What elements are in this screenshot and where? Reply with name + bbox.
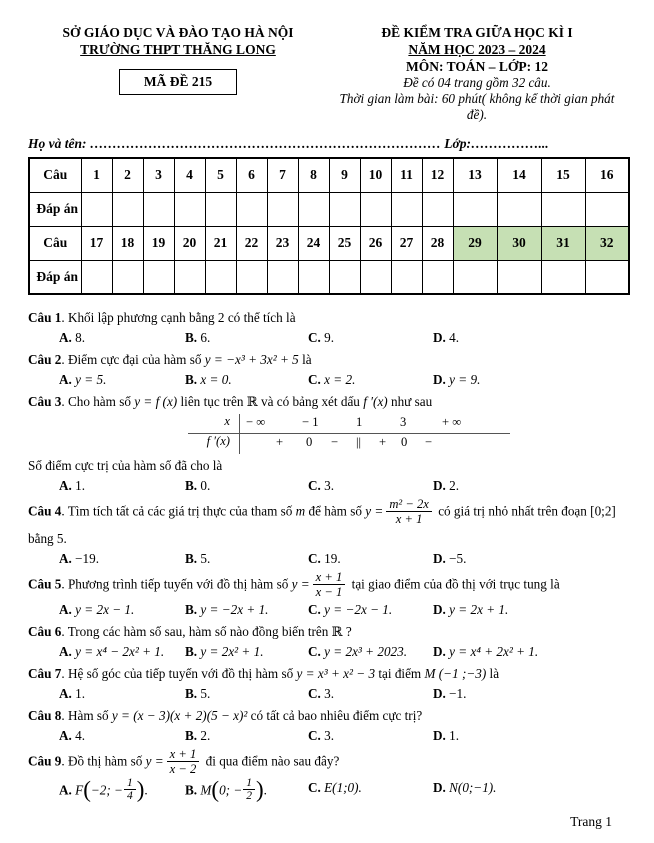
close-paren: ) [136, 776, 145, 802]
formula: y = f (x) [134, 394, 178, 409]
option-b: B. 2. [185, 728, 211, 744]
question-5-options [28, 600, 626, 620]
option-c: C. 19. [308, 551, 341, 567]
answer-cell [391, 192, 422, 226]
option-d: D. −5. [433, 551, 467, 567]
option-b: B. 6. [185, 330, 211, 345]
answer-cell [205, 260, 236, 294]
question-number-cell-highlighted: 32 [585, 226, 629, 260]
question-1 [28, 308, 626, 348]
question-7-stem: Câu 7. Hệ số góc của tiếp tuyến với đồ thị hàm số y = x³ + x² − 3 tại điểm M (−1 ;−3) là [28, 666, 500, 682]
sign-chart-row-x: x − ∞ − 1 1 3 + ∞ [188, 414, 510, 434]
answer-cell [112, 192, 143, 226]
answer-table [28, 157, 630, 295]
question-4-stem: Câu 4. Tìm tích tất cả các giá trị thực của tham số m để hàm số y = $\frac{\text{m² − 2x}}{x + 1}$ có giá trị nhỏ nhất trên đoạn [0;2] [28, 497, 616, 527]
question-number-cell: 28 [422, 226, 453, 260]
question-number-cell: 13 [453, 158, 497, 192]
question-5 [28, 571, 626, 620]
table-row [29, 158, 629, 192]
question-number-cell: 12 [422, 158, 453, 192]
option-d: D. 4. [433, 330, 460, 345]
question-number-cell: 3 [143, 158, 174, 192]
page-number: Trang 1 [570, 814, 612, 829]
answer-cell [497, 260, 541, 294]
student-name-line [28, 136, 626, 152]
question-5-stem: Câu 5. Phương trình tiếp tuyến với đồ thị hàm số y = $\frac{x + 1}{x - 1}$ tại giao điểm của đồ thị với trục tung là [28, 570, 560, 600]
question-9 [28, 748, 626, 804]
question-6 [28, 622, 626, 662]
answer-cell [585, 192, 629, 226]
page-count-note: Đề có 04 trang gồm 32 câu. [403, 75, 551, 90]
question-9-options [28, 778, 626, 805]
option-b: B. 5. [185, 551, 211, 567]
answer-cell [236, 260, 267, 294]
question-number-cell: 16 [585, 158, 629, 192]
question-8-options [28, 726, 626, 746]
question-6-stem: Câu 6. Trong các hàm số sau, hàm số nào đồng biến trên ℝ ? [28, 624, 352, 640]
question-number-cell: 15 [541, 158, 585, 192]
formula: y = (x − 3)(x + 2)(5 − x)² [111, 708, 248, 724]
option-a: A. 1. [59, 478, 86, 493]
answer-cell [453, 260, 497, 294]
question-3-options [28, 476, 626, 496]
formula: f ′(x) [363, 394, 388, 409]
exam-title: ĐỀ KIỂM TRA GIỮA HỌC KÌ I [381, 25, 573, 40]
question-3 [28, 392, 626, 496]
row-label: Câu [29, 226, 81, 260]
question-number-cell: 9 [329, 158, 360, 192]
fraction: $\frac{1}{4}$ [124, 777, 136, 804]
question-number-cell: 1 [81, 158, 112, 192]
answer-cell [360, 192, 391, 226]
answer-cell [329, 192, 360, 226]
question-3-stem: Câu 3. Cho hàm số y = f (x) liên tục trên ℝ và có bảng xét dấu f ′(x) như sau [28, 394, 433, 409]
question-number-cell: 27 [391, 226, 422, 260]
option-c: C. 3. [308, 478, 335, 493]
option-c: C. y = 2x³ + 2023. [308, 644, 408, 660]
school-name: TRƯỜNG THPT THĂNG LONG [80, 42, 276, 57]
question-number-cell: 10 [360, 158, 391, 192]
question-1-options [28, 328, 626, 348]
option-a: A. F(−2; − $\frac{1}{4}$ ). [59, 776, 148, 803]
fraction: $\frac{x + 1}{x - 2}$ [167, 747, 200, 776]
questions-section [28, 308, 626, 804]
question-3-subtext: Số điểm cực trị của hàm số đã cho là [28, 458, 223, 473]
question-number-cell: 18 [112, 226, 143, 260]
answer-cell [143, 192, 174, 226]
fraction: $\frac{\text{m² − 2x}}{x + 1}$ [386, 497, 432, 526]
question-9-stem: Câu 9. Đồ thị hàm số y = $\frac{x + 1}{x - 2}$ đi qua điểm nào sau đây? [28, 747, 340, 777]
question-2 [28, 350, 626, 390]
option-c: C. x = 2. [308, 372, 356, 387]
formula: M (−1 ;−3) [424, 666, 487, 682]
answer-cell [422, 260, 453, 294]
formula: y = −x³ + 3x² + 5 [204, 352, 299, 367]
question-number-cell-highlighted: 30 [497, 226, 541, 260]
sign-chart-row-fprime: f ′(x) + 0 − || + 0 − [188, 434, 510, 454]
name-dots: …………………………………………………………………… [89, 136, 441, 151]
option-c: C. E(1;0). [308, 779, 362, 795]
option-c: C. 3. [308, 728, 335, 744]
question-number-cell: 19 [143, 226, 174, 260]
row-label: Câu [29, 158, 81, 192]
option-a: A. 8. [59, 330, 86, 345]
option-b: B. M(0; − $\frac{1}{2}$ ). [185, 776, 267, 803]
answer-cell [453, 192, 497, 226]
question-number-cell: 7 [267, 158, 298, 192]
question-number-cell: 22 [236, 226, 267, 260]
question-number-cell: 2 [112, 158, 143, 192]
answer-cell [360, 260, 391, 294]
option-d: D. −1. [433, 686, 467, 702]
answer-cell [81, 192, 112, 226]
open-paren: ( [211, 776, 220, 802]
answer-cell [267, 260, 298, 294]
question-7 [28, 664, 626, 704]
question-number-cell: 4 [174, 158, 205, 192]
question-4-options [28, 549, 626, 569]
table-row [29, 260, 629, 294]
name-label: Họ và tên: [28, 136, 90, 151]
question-2-options [28, 370, 626, 390]
question-8 [28, 706, 626, 746]
answer-cell [236, 192, 267, 226]
answer-cell [329, 260, 360, 294]
answer-cell [174, 192, 205, 226]
question-1-stem: Câu 1. Khối lập phương cạnh bằng 2 có thể tích là [28, 310, 296, 325]
answer-cell [267, 192, 298, 226]
question-number-cell: 23 [267, 226, 298, 260]
question-4 [28, 498, 626, 569]
question-4-stem-line2: bằng 5. [28, 531, 67, 547]
question-number-cell: 24 [298, 226, 329, 260]
option-d: D. 1. [433, 728, 460, 744]
question-7-options [28, 684, 626, 704]
option-b: B. 0. [185, 478, 211, 493]
exam-header [28, 24, 626, 123]
header-left [28, 24, 328, 123]
department-name: SỞ GIÁO DỤC VÀ ĐÀO TẠO HÀ NỘI [62, 25, 294, 40]
option-a: A. −19. [59, 551, 100, 567]
answer-cell [541, 192, 585, 226]
row-label: Đáp án [29, 260, 81, 294]
row-label: Đáp án [29, 192, 81, 226]
answer-cell [422, 192, 453, 226]
option-d: D. y = 2x + 1. [433, 602, 509, 618]
class-label: Lớp: [440, 136, 471, 151]
question-number-cell: 6 [236, 158, 267, 192]
sign-chart [188, 414, 510, 454]
header-right [328, 24, 626, 123]
option-b: B. y = −2x + 1. [185, 602, 269, 618]
answer-cell [205, 192, 236, 226]
option-d: D. 2. [433, 478, 460, 493]
question-2-stem: Câu 2. Điểm cực đại của hàm số y = −x³ + 3x² + 5 là [28, 352, 312, 367]
option-a: A. y = 2x − 1. [59, 602, 135, 618]
question-8-stem: Câu 8. Hàm số y = (x − 3)(x + 2)(5 − x)² có tất cả bao nhiêu điểm cực trị? [28, 708, 423, 724]
open-paren: ( [83, 776, 91, 802]
option-d: D. y = 9. [433, 372, 481, 387]
option-d: D. N(0;−1). [433, 779, 497, 795]
exam-code-box: MÃ ĐỀ 215 [119, 69, 237, 95]
table-row [29, 192, 629, 226]
close-paren: ) [256, 776, 264, 802]
answer-cell [112, 260, 143, 294]
question-number-cell: 14 [497, 158, 541, 192]
option-a: A. y = 5. [59, 372, 107, 387]
option-c: C. y = −2x − 1. [308, 602, 393, 618]
class-dots: ……………... [471, 136, 549, 151]
question-6-options [28, 642, 626, 662]
question-number-cell-highlighted: 31 [541, 226, 585, 260]
option-a: A. y = x⁴ − 2x² + 1. [59, 644, 165, 660]
school-year: NĂM HỌC 2023 – 2024 [408, 42, 546, 57]
option-c: C. 9. [308, 330, 335, 345]
question-number-cell: 26 [360, 226, 391, 260]
answer-cell [298, 260, 329, 294]
answer-cell [391, 260, 422, 294]
option-b: B. x = 0. [185, 372, 232, 387]
answer-cell [174, 260, 205, 294]
formula: y = x³ + x² − 3 [296, 666, 376, 682]
option-b: B. y = 2x² + 1. [185, 644, 264, 660]
answer-cell [81, 260, 112, 294]
option-a: A. 4. [59, 728, 86, 744]
fraction: $\frac{x + 1}{x - 1}$ [313, 570, 346, 599]
question-number-cell-highlighted: 29 [453, 226, 497, 260]
fraction: $\frac{1}{2}$ [243, 777, 255, 804]
question-number-cell: 8 [298, 158, 329, 192]
answer-cell [298, 192, 329, 226]
question-number-cell: 20 [174, 226, 205, 260]
question-number-cell: 21 [205, 226, 236, 260]
option-a: A. 1. [59, 686, 86, 702]
question-number-cell: 5 [205, 158, 236, 192]
table-row [29, 226, 629, 260]
option-d: D. y = x⁴ + 2x² + 1. [433, 644, 539, 660]
answer-cell [143, 260, 174, 294]
question-number-cell: 25 [329, 226, 360, 260]
subject-grade: MÔN: TOÁN – LỚP: 12 [405, 59, 548, 74]
duration-note: Thời gian làm bài: 60 phút( không kể thời gian phát đề). [339, 91, 615, 122]
answer-cell [541, 260, 585, 294]
answer-cell [497, 192, 541, 226]
question-number-cell: 11 [391, 158, 422, 192]
question-number-cell: 17 [81, 226, 112, 260]
option-c: C. 3. [308, 686, 335, 702]
answer-cell [585, 260, 629, 294]
option-b: B. 5. [185, 686, 211, 702]
